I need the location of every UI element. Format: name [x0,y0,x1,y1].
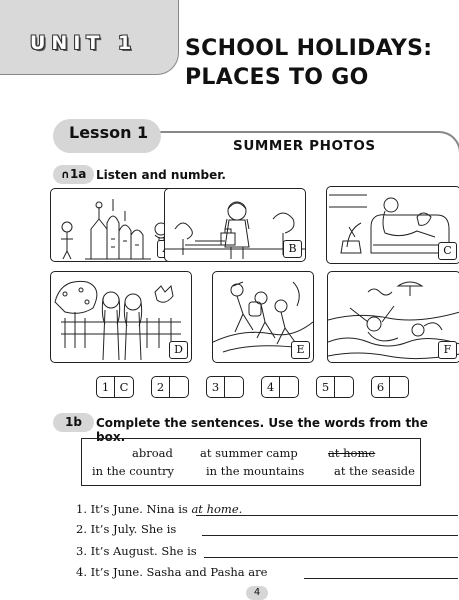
task-1a-number: 1a [69,167,87,181]
word-box [81,438,421,486]
word-option: at the seaside [334,464,415,478]
answer-box-value[interactable] [335,377,353,397]
picture-d [50,271,192,363]
answer-box-2[interactable] [151,376,189,398]
picture-f-letter: F [438,341,457,359]
picture-e-letter: E [291,341,310,359]
answer-box-4[interactable] [261,376,299,398]
task-1a-badge [53,165,94,184]
answer-box-number: 6 [372,377,390,397]
unit-label: UNIT 1 [30,32,138,54]
unit-title-line1: SCHOOL HOLIDAYS: [185,36,433,61]
sentence-text: 3. It’s August. She is [76,544,197,558]
answer-box-number: 2 [152,377,170,397]
word-option: in the country [92,464,175,478]
picture-a [50,188,180,262]
answer-box-value[interactable] [170,377,188,397]
picture-b [164,188,306,262]
answer-box-1[interactable] [96,376,134,398]
answer-line-4[interactable] [304,578,458,579]
task-1b-instruction: Complete the sentences. Use the words from the box. [96,416,428,444]
answer-box-value[interactable] [390,377,408,397]
sentence-4 [76,565,267,579]
answer-box-value[interactable] [225,377,243,397]
sentence-answer[interactable]: at home. [191,502,243,516]
answer-box-number: 4 [262,377,280,397]
word-option: at summer camp [200,446,298,460]
sentence-1 [76,502,242,516]
sentence-text: 1. It’s June. Nina is [76,502,192,516]
lesson-title: SUMMER PHOTOS [233,138,376,154]
word-option: abroad [132,446,173,460]
answer-box-value[interactable] [280,377,298,397]
answer-box-5[interactable] [316,376,354,398]
answer-box-number: 1 [97,377,115,397]
picture-d-letter: D [169,341,188,359]
task-1a-instruction: Listen and number. [96,168,226,182]
unit-title [185,34,432,92]
picture-e [212,271,314,363]
picture-f [327,271,459,363]
word-option: in the mountains [206,464,305,478]
answer-box-value[interactable]: C [119,380,129,394]
picture-b-letter: B [283,240,302,258]
sentence-3 [76,544,197,558]
picture-c-letter: C [438,242,457,260]
answer-line-1[interactable] [196,515,458,516]
answer-box-3[interactable] [206,376,244,398]
sentence-text: 4. It’s June. Sasha and Pasha are [76,565,268,579]
answer-box-number: 3 [207,377,225,397]
answer-box-number: 5 [317,377,335,397]
sentence-2 [76,522,176,536]
answer-box-6[interactable] [371,376,409,398]
sentence-text: 2. It’s July. She is [76,522,177,536]
page-number: 4 [246,586,268,600]
lesson-bar [53,117,458,161]
lesson-label: Lesson 1 [69,123,149,142]
task-1b-badge: 1b [53,413,94,432]
answer-line-2[interactable] [202,535,458,536]
headphones-icon: ∩ [61,168,70,181]
picture-c [326,186,459,264]
word-option-used: at home [328,446,376,460]
answer-line-3[interactable] [204,557,458,558]
unit-title-line2: PLACES TO GO [185,65,369,90]
